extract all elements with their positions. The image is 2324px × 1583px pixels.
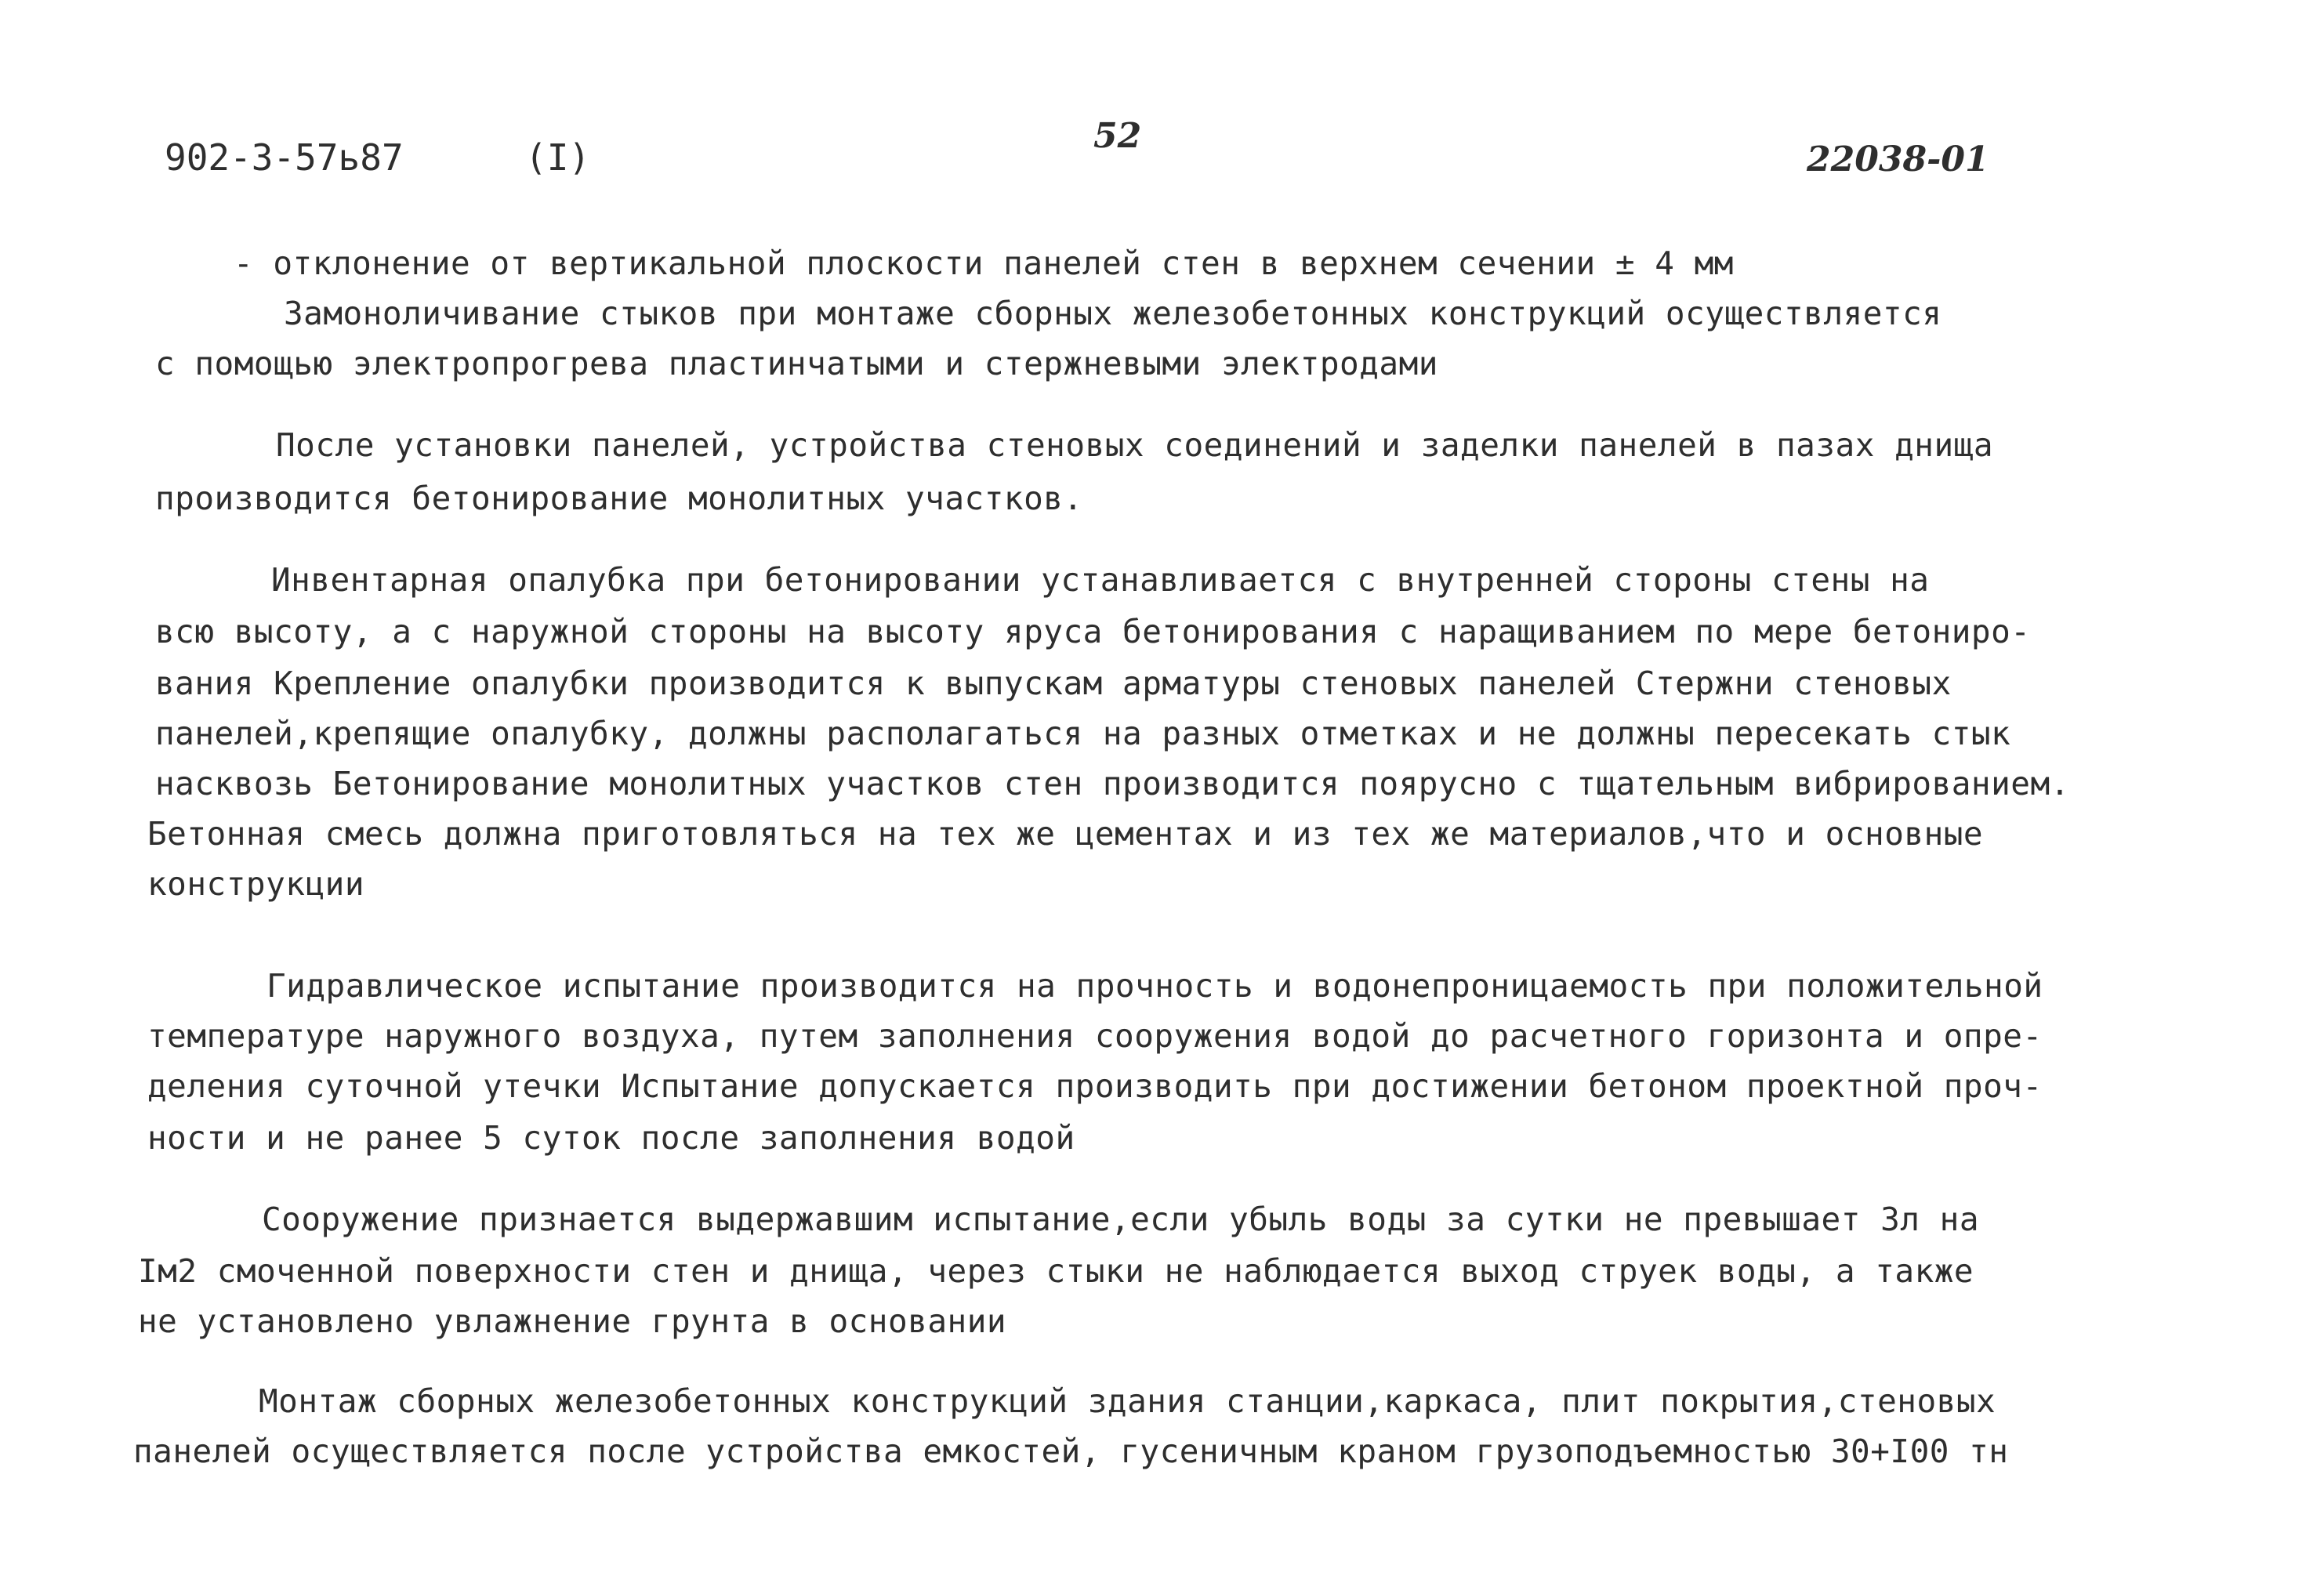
- text-line: панелей,крепящие опалубку, должны располагаться на разных отметках и не должны пересекать стык: [155, 715, 2011, 752]
- document-code: 902-3-57ь87: [165, 136, 404, 179]
- text-line: с помощью электропрогрева пластинчатыми и стержневыми электродами: [155, 345, 1438, 382]
- text-line: Замоноличивание стыков при монтаже сборных железобетонных конструкций осуществляется: [284, 295, 1942, 332]
- page-number: 52: [1093, 116, 1142, 156]
- text-line: Бетонная смесь должна приготовляться на тех же цементах и из тех же материалов,что и основные: [147, 815, 1984, 853]
- text-line: насквозь Бетонирование монолитных участков стен производится поярусно с тщательным вибрированием.: [155, 765, 2070, 802]
- text-line: Iм2 смоченной поверхности стен и днища, через стыки не наблюдается выход струек воды, а также: [138, 1252, 1974, 1290]
- text-line: ности и не ранее 5 суток после заполнения водой: [147, 1119, 1075, 1157]
- text-line: температуре наружного воздуха, путем заполнения сооружения водой до расчетного горизонта и опре-: [147, 1017, 2043, 1055]
- text-line: конструкции: [147, 865, 365, 903]
- text-line: - отклонение от вертикальной плоскости панелей стен в верхнем сечении ± 4 мм: [234, 245, 1734, 282]
- volume-number: (I): [525, 136, 591, 179]
- text-line: Монтаж сборных железобетонных конструкций здания станции,каркаса, плит покрытия,стеновых: [259, 1382, 1996, 1420]
- text-line: вания Крепление опалубки производится к выпускам арматуры стеновых панелей Стержни стеновых: [155, 665, 1952, 702]
- text-line: Гидравлическое испытание производится на прочность и водонепроницаемость при положительной: [266, 967, 2043, 1005]
- inventory-number: 22038-01: [1807, 139, 1989, 179]
- text-line: всю высоту, а с наружной стороны на высоту яруса бетонирования с наращиванием по мере бетониро-: [155, 613, 2031, 650]
- text-line: После установки панелей, устройства стеновых соединений и заделки панелей в пазах днища: [276, 426, 1994, 464]
- text-line: производится бетонирование монолитных участков.: [155, 480, 1083, 517]
- text-line: Инвентарная опалубка при бетонировании устанавливается с внутренней стороны стены на: [271, 561, 1930, 599]
- text-line: панелей осуществляется после устройства емкостей, гусеничным краном грузоподъемностью 30+I00 тн: [133, 1433, 2009, 1470]
- text-line: Сооружение признается выдержавшим испытание,если убыль воды за сутки не превышает 3л на: [262, 1201, 1980, 1238]
- text-line: не установлено увлажнение грунта в основании: [138, 1302, 1007, 1340]
- text-line: деления суточной утечки Испытание допускается производить при достижении бетоном проектной проч-: [147, 1067, 2043, 1105]
